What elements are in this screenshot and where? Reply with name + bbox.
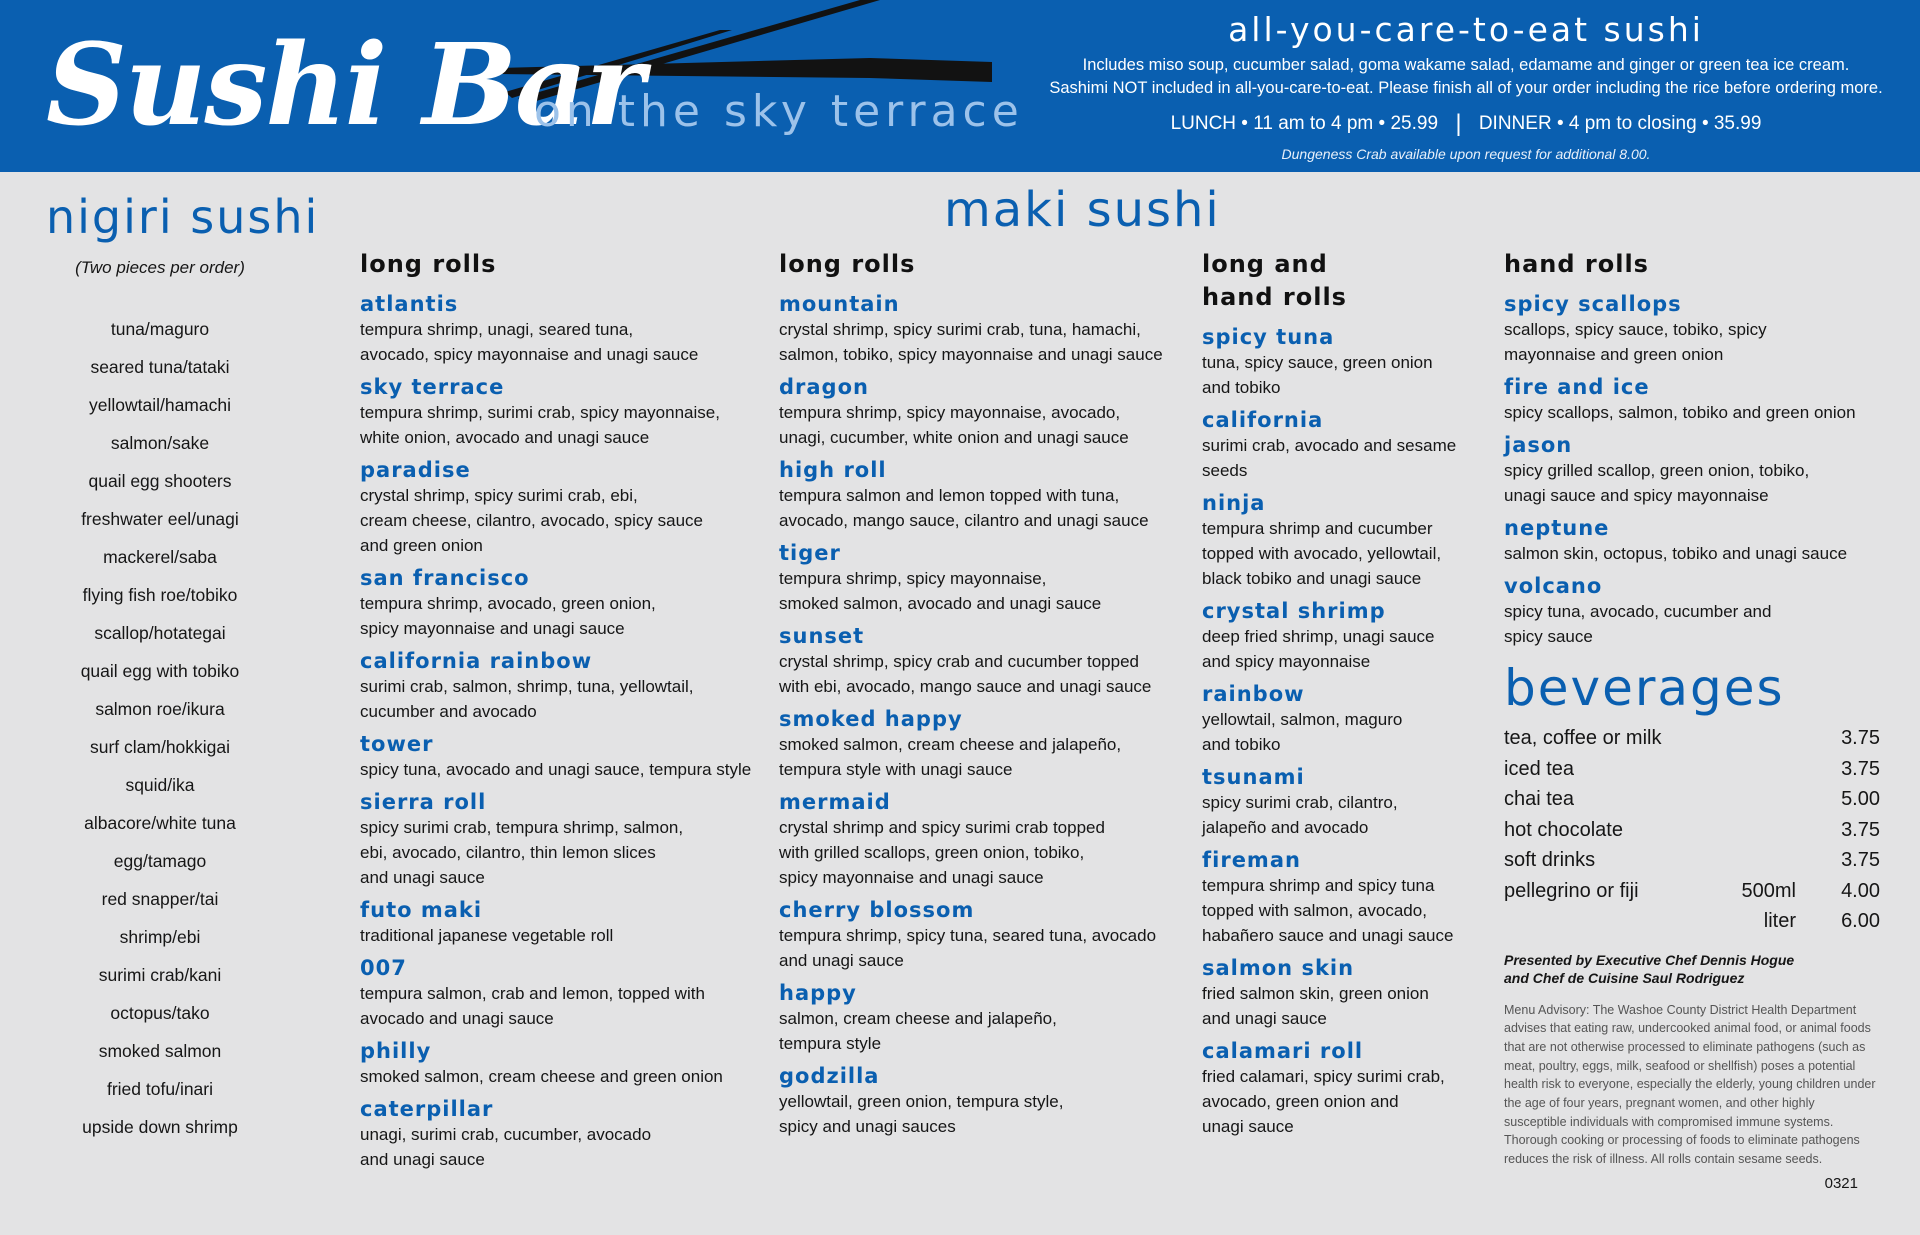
nigiri-item: squid/ika bbox=[125, 775, 195, 795]
roll-description bbox=[779, 649, 1189, 699]
roll-description-line: spicy surimi crab, cilantro, bbox=[1202, 793, 1398, 812]
roll-description-line: yellowtail, green onion, tempura style, bbox=[779, 1092, 1064, 1111]
roll-name: fireman bbox=[1202, 848, 1301, 872]
roll-name: sunset bbox=[779, 624, 865, 648]
roll-name: godzilla bbox=[779, 1064, 880, 1088]
roll-item bbox=[779, 897, 1189, 973]
roll-description-line: spicy scallops, salmon, tobiko and green onion bbox=[1504, 403, 1856, 422]
roll-description-line: crystal shrimp and spicy surimi crab topped bbox=[779, 818, 1105, 837]
maki-column-2 bbox=[779, 248, 1189, 1146]
roll-description bbox=[779, 923, 1189, 973]
roll-list bbox=[1504, 291, 1880, 649]
roll-description-line: avocado, green onion and bbox=[1202, 1092, 1399, 1111]
roll-name: neptune bbox=[1504, 516, 1610, 540]
roll-description-line: surimi crab, salmon, shrimp, tuna, yellowtail, bbox=[360, 677, 694, 696]
beverage-name: tea, coffee or milk bbox=[1504, 727, 1662, 749]
roll-description-line: tempura shrimp and cucumber bbox=[1202, 519, 1433, 538]
roll-description bbox=[360, 923, 760, 948]
roll-item bbox=[779, 623, 1189, 699]
roll-item bbox=[360, 565, 760, 641]
roll-description-line: with grilled scallops, green onion, tobiko, bbox=[779, 843, 1085, 862]
maki-title: maki sushi bbox=[944, 182, 1221, 238]
nigiri-item: salmon roe/ikura bbox=[95, 699, 225, 719]
roll-description bbox=[360, 981, 760, 1031]
roll-description-line: seeds bbox=[1202, 461, 1248, 480]
header-note bbox=[1024, 54, 1908, 100]
menu-code: 0321 bbox=[1824, 1174, 1858, 1192]
beverage-size: 500ml bbox=[1741, 879, 1796, 902]
roll-description-line: avocado, spicy mayonnaise and unagi sauce bbox=[360, 345, 699, 364]
hours-divider: | bbox=[1455, 110, 1462, 137]
roll-item bbox=[360, 648, 760, 724]
credit-line: and Chef de Cuisine Saul Rodriguez bbox=[1504, 969, 1745, 986]
roll-item bbox=[1504, 515, 1880, 566]
roll-description bbox=[360, 317, 760, 367]
roll-description-line: smoked salmon, avocado and unagi sauce bbox=[779, 594, 1102, 613]
roll-item bbox=[779, 374, 1189, 450]
roll-list bbox=[779, 291, 1189, 1139]
roll-name: san francisco bbox=[360, 566, 530, 590]
beverage-row bbox=[1504, 784, 1880, 815]
roll-description-line: jalapeño and avocado bbox=[1202, 818, 1369, 837]
maki-column-3 bbox=[1202, 248, 1502, 1146]
nigiri-item: egg/tamago bbox=[113, 851, 207, 871]
roll-description bbox=[360, 757, 760, 782]
roll-description bbox=[360, 483, 760, 558]
nigiri-list bbox=[0, 314, 320, 1150]
roll-description bbox=[1504, 458, 1880, 508]
roll-description bbox=[1504, 541, 1880, 566]
roll-name: sky terrace bbox=[360, 375, 505, 399]
roll-name: 007 bbox=[360, 956, 407, 980]
roll-item bbox=[360, 457, 760, 558]
nigiri-item: red snapper/tai bbox=[101, 889, 219, 909]
roll-description-line: white onion, avocado and unagi sauce bbox=[360, 428, 650, 447]
menu-advisory: Menu Advisory: The Washoe County District Health Department advises that eating raw, undercooked animal food, or animal foods that are not otherwise processed to eliminate pathogens (such as meat, poultry, eggs, milk, seafood or shellfish) poses a potential health risk to everyone, especially the elderly, young children under the age of four years, pregnant women, and other highly susceptible individuals with compromised immune systems. Thorough cooking or processing of foods to eliminate pathogens reduces the risk of illness. All rolls contain sesame seeds. bbox=[1504, 1002, 1876, 1167]
roll-description-line: crystal shrimp, spicy crab and cucumber topped bbox=[779, 652, 1139, 671]
nigiri-item: quail egg shooters bbox=[88, 471, 232, 491]
beverage-price: 6.00 bbox=[1841, 910, 1880, 932]
roll-description-line: salmon skin, octopus, tobiko and unagi sauce bbox=[1504, 544, 1848, 563]
roll-description-line: avocado, mango sauce, cilantro and unagi sauce bbox=[779, 511, 1149, 530]
roll-description-line: cream cheese, cilantro, avocado, spicy sauce bbox=[360, 511, 704, 530]
roll-description bbox=[779, 400, 1189, 450]
lunch-hours: LUNCH • 11 am to 4 pm • 25.99 bbox=[1170, 113, 1439, 134]
roll-description-line: tempura shrimp, spicy mayonnaise, bbox=[779, 569, 1047, 588]
roll-name: tower bbox=[360, 732, 434, 756]
beverage-row bbox=[1504, 754, 1880, 785]
roll-item bbox=[1202, 490, 1502, 591]
roll-description-line: spicy sauce bbox=[1504, 627, 1593, 646]
roll-name: dragon bbox=[779, 375, 869, 399]
roll-description bbox=[360, 400, 760, 450]
beverage-price: 3.75 bbox=[1841, 727, 1880, 749]
roll-name: salmon skin bbox=[1202, 956, 1355, 980]
roll-description-line: tuna, spicy sauce, green onion bbox=[1202, 353, 1433, 372]
roll-name: tiger bbox=[779, 541, 841, 565]
roll-description-line: topped with avocado, yellowtail, bbox=[1202, 544, 1442, 563]
beverage-price: 3.75 bbox=[1841, 757, 1880, 780]
nigiri-item: octopus/tako bbox=[110, 1003, 210, 1023]
subtitle: on the sky terrace bbox=[534, 86, 1024, 137]
roll-description bbox=[1202, 350, 1502, 400]
roll-description-line: and spicy mayonnaise bbox=[1202, 652, 1371, 671]
column-heading-line: hand rolls bbox=[1202, 283, 1347, 311]
roll-description bbox=[360, 1122, 760, 1172]
roll-description-line: unagi, cucumber, white onion and unagi sauce bbox=[779, 428, 1129, 447]
beverage-price: 3.75 bbox=[1841, 849, 1880, 871]
roll-description bbox=[1202, 1064, 1502, 1139]
roll-description-line: surimi crab, avocado and sesame bbox=[1202, 436, 1457, 455]
roll-name: tsunami bbox=[1202, 765, 1305, 789]
roll-description-line: ebi, avocado, cilantro, thin lemon slices bbox=[360, 843, 656, 862]
roll-name: california rainbow bbox=[360, 649, 593, 673]
roll-description-line: deep fried shrimp, unagi sauce bbox=[1202, 627, 1435, 646]
roll-description-line: avocado and unagi sauce bbox=[360, 1009, 554, 1028]
nigiri-title: nigiri sushi bbox=[46, 190, 320, 244]
roll-description-line: and unagi sauce bbox=[779, 951, 904, 970]
beverage-size: liter bbox=[1763, 910, 1796, 932]
column-heading: long rolls bbox=[779, 250, 916, 278]
roll-name: volcano bbox=[1504, 574, 1603, 598]
chef-credits bbox=[1504, 951, 1880, 987]
roll-description bbox=[1202, 981, 1502, 1031]
roll-description bbox=[779, 566, 1189, 616]
roll-description-line: tempura salmon and lemon topped with tuna, bbox=[779, 486, 1120, 505]
roll-description-line: black tobiko and unagi sauce bbox=[1202, 569, 1422, 588]
nigiri-item: tuna/maguro bbox=[110, 319, 210, 339]
roll-name: rainbow bbox=[1202, 682, 1305, 706]
roll-name: fire and ice bbox=[1504, 375, 1650, 399]
roll-description bbox=[1202, 433, 1502, 483]
roll-description-line: cucumber and avocado bbox=[360, 702, 537, 721]
roll-item bbox=[779, 980, 1189, 1056]
roll-description-line: tempura style bbox=[779, 1034, 882, 1053]
roll-item bbox=[360, 789, 760, 890]
dinner-hours: DINNER • 4 pm to closing • 35.99 bbox=[1478, 113, 1762, 134]
hours bbox=[1024, 110, 1908, 138]
roll-description bbox=[1202, 790, 1502, 840]
roll-item bbox=[360, 374, 760, 450]
roll-description-line: habañero sauce and unagi sauce bbox=[1202, 926, 1454, 945]
roll-description-line: tempura shrimp, spicy mayonnaise, avocado, bbox=[779, 403, 1121, 422]
roll-item bbox=[1202, 955, 1502, 1031]
beverage-list bbox=[1504, 723, 1880, 937]
roll-name: smoked happy bbox=[779, 707, 963, 731]
column-heading bbox=[1202, 248, 1502, 314]
nigiri-item: salmon/sake bbox=[110, 433, 210, 453]
menu-header bbox=[0, 0, 1920, 172]
nigiri-item: surf clam/hokkigai bbox=[89, 737, 231, 757]
roll-name: high roll bbox=[779, 458, 887, 482]
beverage-price: 4.00 bbox=[1841, 879, 1880, 902]
roll-item bbox=[1202, 407, 1502, 483]
roll-description bbox=[1202, 873, 1502, 948]
beverage-name: chai tea bbox=[1504, 788, 1575, 810]
roll-description-line: and tobiko bbox=[1202, 735, 1281, 754]
credit-line: Presented by Executive Chef Dennis Hogue bbox=[1504, 951, 1795, 968]
roll-description-line: spicy mayonnaise and unagi sauce bbox=[779, 868, 1044, 887]
roll-description-line: with ebi, avocado, mango sauce and unagi sauce bbox=[779, 677, 1152, 696]
roll-description-line: tempura shrimp and spicy tuna bbox=[1202, 876, 1435, 895]
roll-description-line: unagi sauce bbox=[1202, 1117, 1294, 1136]
beverage-price: 5.00 bbox=[1841, 788, 1880, 810]
roll-item bbox=[360, 897, 760, 948]
roll-description bbox=[1504, 317, 1880, 367]
column-heading: long rolls bbox=[360, 250, 497, 278]
roll-description-line: tempura shrimp, surimi crab, spicy mayonnaise, bbox=[360, 403, 720, 422]
roll-description bbox=[360, 815, 760, 890]
roll-item bbox=[1504, 291, 1880, 367]
roll-item bbox=[779, 540, 1189, 616]
roll-item bbox=[1202, 681, 1502, 757]
roll-name: philly bbox=[360, 1039, 432, 1063]
roll-description bbox=[779, 1089, 1189, 1139]
nigiri-item: shrimp/ebi bbox=[119, 927, 201, 947]
roll-description-line: crystal shrimp, spicy surimi crab, ebi, bbox=[360, 486, 638, 505]
nigiri-item: scallop/hotategai bbox=[94, 623, 226, 643]
roll-description-line: spicy mayonnaise and unagi sauce bbox=[360, 619, 625, 638]
roll-description-line: unagi sauce and spicy mayonnaise bbox=[1504, 486, 1769, 505]
nigiri-item: surimi crab/kani bbox=[98, 965, 222, 985]
crab-note: Dungeness Crab available upon request for additional 8.00. bbox=[1281, 146, 1651, 162]
nigiri-item: mackerel/saba bbox=[103, 547, 217, 567]
column-heading-line: long and bbox=[1202, 250, 1328, 278]
roll-list bbox=[1202, 324, 1502, 1139]
roll-item bbox=[360, 731, 760, 782]
roll-item bbox=[779, 789, 1189, 890]
roll-name: mermaid bbox=[779, 790, 891, 814]
roll-description-line: and green onion bbox=[360, 536, 483, 555]
roll-name: calamari roll bbox=[1202, 1039, 1364, 1063]
roll-description-line: spicy and unagi sauces bbox=[779, 1117, 956, 1136]
roll-item bbox=[1504, 573, 1880, 649]
roll-item bbox=[1202, 764, 1502, 840]
roll-name: happy bbox=[779, 981, 857, 1005]
roll-item bbox=[779, 706, 1189, 782]
roll-description-line: salmon, tobiko, spicy mayonnaise and unagi sauce bbox=[779, 345, 1163, 364]
roll-name: spicy tuna bbox=[1202, 325, 1335, 349]
header-note-line: Sashimi NOT included in all-you-care-to-eat. Please finish all of your order including the rice before ordering more. bbox=[1049, 79, 1883, 97]
roll-description bbox=[1504, 400, 1880, 425]
roll-description bbox=[360, 591, 760, 641]
roll-item bbox=[1202, 324, 1502, 400]
roll-description-line: spicy surimi crab, tempura shrimp, salmon, bbox=[360, 818, 684, 837]
roll-description-line: spicy grilled scallop, green onion, tobiko, bbox=[1504, 461, 1810, 480]
header-title: all-you-care-to-eat sushi bbox=[1228, 10, 1704, 49]
roll-description bbox=[360, 674, 760, 724]
roll-name: paradise bbox=[360, 458, 471, 482]
beverage-row bbox=[1504, 845, 1880, 876]
maki-column-4 bbox=[1504, 248, 1880, 1192]
nigiri-item: flying fish roe/tobiko bbox=[82, 585, 238, 605]
roll-name: mountain bbox=[779, 292, 900, 316]
beverage-name: pellegrino or fiji bbox=[1504, 879, 1639, 902]
nigiri-item: albacore/white tuna bbox=[84, 813, 236, 833]
roll-description-line: tempura salmon, crab and lemon, topped with bbox=[360, 984, 705, 1003]
beverages-title: beverages bbox=[1504, 659, 1785, 717]
roll-name: cherry blossom bbox=[779, 898, 975, 922]
roll-description bbox=[1504, 599, 1880, 649]
roll-description-line: topped with salmon, avocado, bbox=[1202, 901, 1427, 920]
roll-description bbox=[1202, 516, 1502, 591]
roll-description-line: yellowtail, salmon, maguro bbox=[1202, 710, 1403, 729]
roll-item bbox=[1504, 432, 1880, 508]
beverage-row bbox=[1504, 723, 1880, 754]
roll-description-line: spicy tuna, avocado and unagi sauce, tempura style bbox=[360, 760, 752, 779]
beverage-price: 3.75 bbox=[1841, 818, 1880, 841]
roll-name: jason bbox=[1504, 433, 1573, 457]
roll-item bbox=[779, 1063, 1189, 1139]
roll-description-line: fried salmon skin, green onion bbox=[1202, 984, 1429, 1003]
header-info bbox=[1024, 6, 1908, 162]
roll-description bbox=[779, 483, 1189, 533]
roll-description-line: fried calamari, spicy surimi crab, bbox=[1202, 1067, 1445, 1086]
beverage-name: soft drinks bbox=[1504, 849, 1596, 871]
roll-description bbox=[1202, 624, 1502, 674]
roll-item bbox=[779, 457, 1189, 533]
header-note-line: Includes miso soup, cucumber salad, goma wakame salad, edamame and ginger or green tea ice cream. bbox=[1082, 56, 1850, 74]
nigiri-item: quail egg with tobiko bbox=[80, 661, 240, 681]
beverage-row bbox=[1504, 876, 1880, 907]
roll-description bbox=[779, 732, 1189, 782]
roll-description bbox=[779, 1006, 1189, 1056]
roll-item bbox=[360, 1038, 760, 1089]
roll-description-line: tempura shrimp, spicy tuna, seared tuna, avocado bbox=[779, 926, 1157, 945]
roll-name: caterpillar bbox=[360, 1097, 494, 1121]
roll-name: spicy scallops bbox=[1504, 292, 1682, 316]
roll-description bbox=[360, 1064, 760, 1089]
nigiri-item: upside down shrimp bbox=[82, 1117, 238, 1137]
roll-description bbox=[1202, 707, 1502, 757]
nigiri-item: seared tuna/tataki bbox=[90, 357, 230, 377]
roll-description-line: mayonnaise and green onion bbox=[1504, 345, 1724, 364]
roll-description-line: salmon, cream cheese and jalapeño, bbox=[779, 1009, 1057, 1028]
roll-name: ninja bbox=[1202, 491, 1266, 515]
roll-item bbox=[1202, 847, 1502, 948]
beverage-row bbox=[1504, 815, 1880, 846]
roll-item bbox=[779, 291, 1189, 367]
roll-description-line: and unagi sauce bbox=[360, 868, 485, 887]
roll-description-line: and unagi sauce bbox=[360, 1150, 485, 1169]
beverage-row bbox=[1504, 906, 1880, 937]
roll-description-line: tempura style with unagi sauce bbox=[779, 760, 1013, 779]
roll-description-line: scallops, spicy sauce, tobiko, spicy bbox=[1504, 320, 1767, 339]
roll-name: futo maki bbox=[360, 898, 483, 922]
beverage-name: iced tea bbox=[1504, 757, 1575, 780]
roll-description bbox=[779, 317, 1189, 367]
roll-item bbox=[1202, 598, 1502, 674]
roll-description-line: smoked salmon, cream cheese and jalapeño, bbox=[779, 735, 1122, 754]
nigiri-item: freshwater eel/unagi bbox=[81, 509, 239, 529]
roll-name: crystal shrimp bbox=[1202, 599, 1386, 623]
roll-description-line: smoked salmon, cream cheese and green onion bbox=[360, 1067, 723, 1086]
logo: Sushi Bar bbox=[46, 20, 643, 151]
roll-item bbox=[360, 1096, 760, 1172]
roll-description bbox=[779, 815, 1189, 890]
roll-list bbox=[360, 291, 760, 1172]
roll-item bbox=[1202, 1038, 1502, 1139]
column-heading: hand rolls bbox=[1504, 250, 1649, 278]
roll-name: california bbox=[1202, 408, 1324, 432]
nigiri-item: fried tofu/inari bbox=[106, 1079, 214, 1099]
roll-description-line: tempura shrimp, unagi, seared tuna, bbox=[360, 320, 634, 339]
roll-description-line: crystal shrimp, spicy surimi crab, tuna, hamachi, bbox=[779, 320, 1141, 339]
beverage-name: hot chocolate bbox=[1504, 818, 1623, 841]
roll-description-line: spicy tuna, avocado, cucumber and bbox=[1504, 602, 1772, 621]
roll-name: sierra roll bbox=[360, 790, 487, 814]
roll-description-line: tempura shrimp, avocado, green onion, bbox=[360, 594, 656, 613]
roll-description-line: and tobiko bbox=[1202, 378, 1281, 397]
maki-column-1 bbox=[360, 248, 760, 1179]
roll-item bbox=[360, 955, 760, 1031]
roll-description-line: traditional japanese vegetable roll bbox=[360, 926, 614, 945]
roll-item bbox=[360, 291, 760, 367]
nigiri-note: (Two pieces per order) bbox=[75, 258, 245, 277]
roll-name: atlantis bbox=[360, 292, 459, 316]
roll-item bbox=[1504, 374, 1880, 425]
roll-description-line: and unagi sauce bbox=[1202, 1009, 1327, 1028]
nigiri-item: yellowtail/hamachi bbox=[88, 395, 231, 415]
nigiri-item: smoked salmon bbox=[98, 1041, 222, 1061]
roll-description-line: unagi, surimi crab, cucumber, avocado bbox=[360, 1125, 652, 1144]
